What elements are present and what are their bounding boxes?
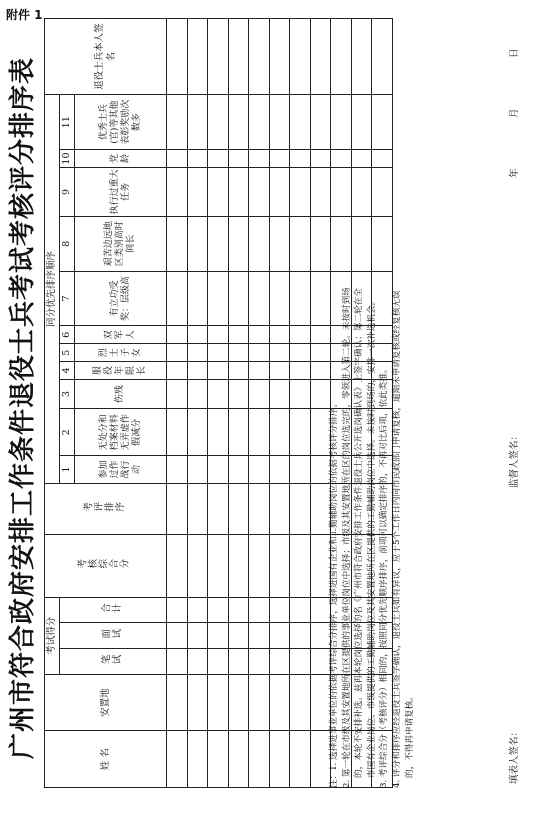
table-cell (208, 731, 229, 788)
table-cell (290, 19, 311, 95)
priority-col-criterion: 无处分和档案材料无弄虚作假减分 (75, 409, 167, 456)
priority-col-number: 9 (60, 167, 75, 216)
table-cell (269, 731, 290, 788)
table-cell (249, 623, 270, 649)
date-month-label: 月 (509, 108, 520, 118)
table-cell (249, 362, 270, 380)
notes-section (328, 28, 416, 788)
table-cell (290, 483, 311, 534)
header-signature: 退役士兵本人签名 (45, 19, 167, 95)
table-cell (269, 344, 290, 362)
table-cell (208, 326, 229, 344)
supervisor-signature-label: 监督人签名： (509, 430, 520, 488)
header-priority-group: 同分优先排序顺序 (45, 95, 60, 484)
table-cell (167, 409, 188, 456)
table-cell (208, 597, 229, 623)
table-cell (208, 674, 229, 731)
table-cell (228, 674, 249, 731)
table-cell (228, 379, 249, 408)
table-cell (208, 534, 229, 597)
table-cell (269, 95, 290, 150)
table-cell (187, 379, 208, 408)
table-cell (228, 344, 249, 362)
table-cell (249, 379, 270, 408)
table-cell (290, 379, 311, 408)
table-cell (208, 271, 229, 326)
table-cell (290, 623, 311, 649)
signature-line (506, 28, 526, 788)
table-cell (269, 362, 290, 380)
table-cell (228, 649, 249, 675)
priority-col-number: 11 (60, 95, 75, 150)
header-interview: 面试 (60, 623, 167, 649)
date-day-label: 日 (509, 48, 520, 58)
table-cell (228, 216, 249, 271)
table-cell (269, 649, 290, 675)
table-cell (228, 409, 249, 456)
document-title: 广州市符合政府安排工作条件退役士兵考试考核评分排序表 (8, 57, 38, 760)
priority-col-number: 8 (60, 216, 75, 271)
table-cell (187, 167, 208, 216)
table-cell (290, 674, 311, 731)
header-written: 笔试 (60, 649, 167, 675)
priority-col-number: 2 (60, 409, 75, 456)
table-cell (228, 150, 249, 168)
table-cell (208, 649, 229, 675)
header-rank: 考评排序 (45, 483, 167, 534)
table-cell (187, 19, 208, 95)
priority-col-criterion: 服役年限长 (75, 362, 167, 380)
table-cell (249, 95, 270, 150)
priority-col-number: 4 (60, 362, 75, 380)
table-cell (167, 483, 188, 534)
table-cell (228, 95, 249, 150)
table-cell (290, 409, 311, 456)
table-cell (167, 534, 188, 597)
note-line: 市国有企业岗位、市级提供的工勤辅助岗位及其安置地所在区提供的工勤辅助岗位中选择。未按时到场的，安排一次补选机会。 (366, 296, 377, 778)
table-cell (167, 362, 188, 380)
table-cell (269, 674, 290, 731)
table-cell (228, 534, 249, 597)
table-cell (187, 409, 208, 456)
table-cell (208, 409, 229, 456)
table-cell (290, 344, 311, 362)
priority-col-number: 10 (60, 150, 75, 168)
table-cell (167, 379, 188, 408)
table-cell (228, 19, 249, 95)
table-cell (167, 19, 188, 95)
table-cell (228, 362, 249, 380)
note-line: 注：1. 选择进事业单位的依据考评综合分排序，选择进国有企业和工勤辅助岗位的依据考核评分排序。 (329, 398, 339, 788)
table-cell (228, 456, 249, 484)
table-row (249, 19, 270, 788)
table-cell (228, 483, 249, 534)
header-exam-score: 考试得分 (45, 597, 60, 674)
priority-col-number: 3 (60, 379, 75, 408)
table-cell (269, 597, 290, 623)
table-cell (208, 344, 229, 362)
note-line: 的，不得再申请复核。 (404, 692, 415, 778)
table-cell (167, 649, 188, 675)
table-cell (187, 623, 208, 649)
table-cell (208, 216, 229, 271)
priority-col-criterion: 参加过作战行动 (75, 456, 167, 484)
table-cell (269, 167, 290, 216)
table-cell (187, 271, 208, 326)
rotated-document (0, 18, 545, 808)
table-cell (208, 150, 229, 168)
table-cell (187, 483, 208, 534)
attachment-label: 附件 1 (6, 8, 43, 22)
priority-col-criterion: 执行过重大任务 (75, 167, 167, 216)
priority-col-criterion: 伤残 (75, 379, 167, 408)
table-cell (187, 326, 208, 344)
header-total: 合计 (60, 597, 167, 623)
table-cell (269, 19, 290, 95)
table-cell (167, 731, 188, 788)
table-row (228, 19, 249, 788)
table-cell (249, 344, 270, 362)
table-cell (249, 326, 270, 344)
table-cell (269, 150, 290, 168)
table-cell (167, 623, 188, 649)
priority-col-number: 6 (60, 326, 75, 344)
table-cell (228, 623, 249, 649)
table-cell (187, 150, 208, 168)
table-cell (290, 731, 311, 788)
filler-signature-label: 填表人签名： (509, 726, 520, 784)
priority-col-criterion: 双军人 (75, 326, 167, 344)
table-cell (208, 483, 229, 534)
table-cell (249, 597, 270, 623)
table-cell (187, 95, 208, 150)
table-cell (269, 326, 290, 344)
table-cell (208, 95, 229, 150)
priority-col-criterion: 烈士子女 (75, 344, 167, 362)
priority-col-criterion: 艰苦边远地区类别高时间长 (75, 216, 167, 271)
header-name: 姓 名 (45, 731, 167, 788)
priority-col-criterion: 党龄 (75, 150, 167, 168)
table-cell (290, 271, 311, 326)
priority-col-number: 5 (60, 344, 75, 362)
header-assessment-total: 考核综合分 (45, 534, 167, 597)
table-cell (290, 534, 311, 597)
note-line: 2. 第一轮在市级及其安置地所在区提供的事业单位岗位中选择；市级及其安置地所在区的岗位选完的，零领进入第二轮。未按时到场 (341, 287, 352, 788)
priority-col-criterion: 有立功受奖：层级高 (75, 271, 167, 326)
table-cell (187, 649, 208, 675)
table-cell (249, 731, 270, 788)
table-cell (187, 362, 208, 380)
table-cell (290, 216, 311, 271)
note-line: 的，本轮不安排补选。兹再本轮岗位选择的名《广州市符合政府安排工作条件退役士兵公开选岗确认表》上签字确认；第二轮在全 (354, 288, 365, 778)
table-cell (167, 674, 188, 731)
table-cell (290, 326, 311, 344)
table-cell (269, 271, 290, 326)
table-cell (167, 326, 188, 344)
table-cell (249, 216, 270, 271)
table-cell (167, 456, 188, 484)
table-cell (249, 409, 270, 456)
priority-col-criterion: 优秀士兵(官)等其他表彰奖励次数多 (75, 95, 167, 150)
table-cell (290, 456, 311, 484)
table-cell (249, 456, 270, 484)
table-row (290, 19, 311, 788)
table-cell (208, 623, 229, 649)
table-cell (208, 362, 229, 380)
table-cell (187, 216, 208, 271)
table-cell (208, 167, 229, 216)
table-cell (187, 674, 208, 731)
table-cell (290, 95, 311, 150)
table-cell (269, 483, 290, 534)
table-cell (290, 150, 311, 168)
table-cell (187, 344, 208, 362)
table-row (208, 19, 229, 788)
priority-col-number: 7 (60, 271, 75, 326)
table-row (167, 19, 188, 788)
table-cell (187, 456, 208, 484)
table-cell (249, 271, 270, 326)
table-cell (208, 19, 229, 95)
table-cell (228, 597, 249, 623)
table-cell (249, 483, 270, 534)
table-cell (167, 95, 188, 150)
table-cell (187, 534, 208, 597)
table-cell (269, 623, 290, 649)
table-cell (249, 534, 270, 597)
date-year-label: 年 (509, 168, 520, 178)
table-cell (249, 167, 270, 216)
header-placement: 安置地 (45, 674, 167, 731)
table-cell (269, 456, 290, 484)
table-cell (228, 731, 249, 788)
note-line: 4. 评分和排序应经退役士兵签字确认，退役士兵如有异议，应于5个工作日内向市民政部门申请复核，逾期未申请复核或经复核无误 (391, 290, 402, 788)
table-cell (228, 326, 249, 344)
table-cell (249, 19, 270, 95)
table-cell (167, 216, 188, 271)
table-cell (228, 271, 249, 326)
table-cell (269, 409, 290, 456)
table-cell (167, 167, 188, 216)
table-cell (187, 597, 208, 623)
table-row (187, 19, 208, 788)
table-cell (208, 379, 229, 408)
table-cell (290, 362, 311, 380)
table-cell (269, 216, 290, 271)
priority-col-number: 1 (60, 456, 75, 484)
table-cell (167, 150, 188, 168)
table-cell (269, 534, 290, 597)
note-line: 3. 考评综合分（考核评分）相同的，按照同分优先顺序排序，前项可以确定排序的，不再对比后项，依此类推。 (379, 364, 390, 788)
table-row (269, 19, 290, 788)
table-cell (249, 649, 270, 675)
table-cell (228, 167, 249, 216)
table-cell (290, 597, 311, 623)
table-cell (167, 271, 188, 326)
table-cell (290, 649, 311, 675)
table-cell (187, 731, 208, 788)
table-cell (249, 150, 270, 168)
table-cell (208, 456, 229, 484)
table-cell (269, 379, 290, 408)
table-cell (167, 597, 188, 623)
table-cell (167, 344, 188, 362)
table-cell (290, 167, 311, 216)
table-cell (249, 674, 270, 731)
